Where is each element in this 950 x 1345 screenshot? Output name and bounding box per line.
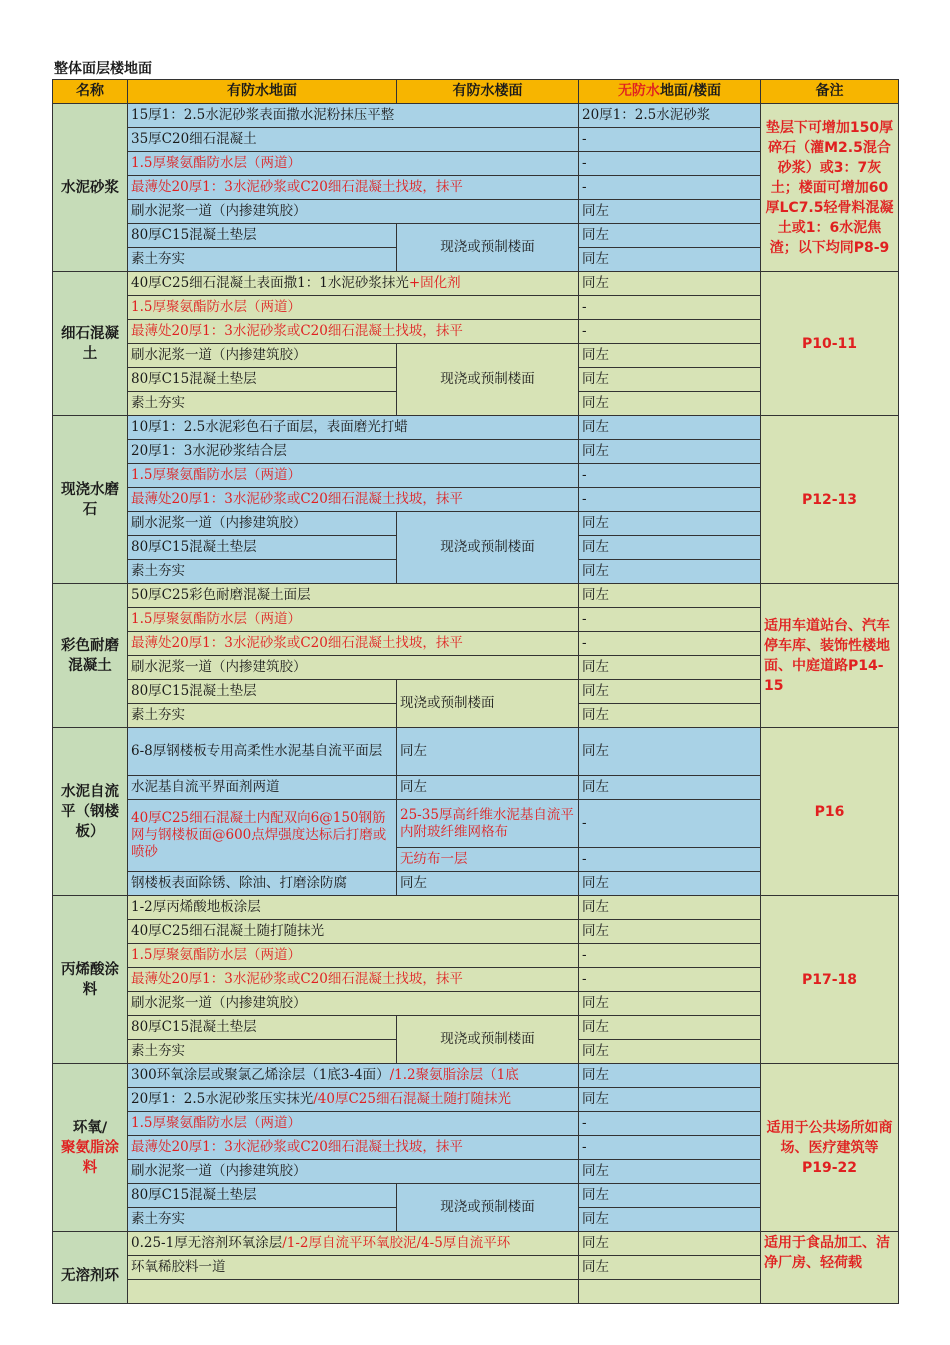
section-note: P10-11 xyxy=(761,272,899,416)
section-note: P12-13 xyxy=(761,416,899,584)
layer-cell: 40厚C25细石混凝土随打随抹光 xyxy=(128,920,579,944)
floor-cell: 现浇或预制楼面 xyxy=(397,224,579,272)
header-floor-waterproof: 有防水楼面 xyxy=(397,80,579,104)
no-waterproof-cell: 同左 xyxy=(579,584,761,608)
no-waterproof-cell: - xyxy=(579,320,761,344)
no-waterproof-cell: 同左 xyxy=(579,368,761,392)
section-name-solventless-epoxy: 无溶剂环 xyxy=(53,1232,128,1304)
no-waterproof-cell: - xyxy=(579,176,761,200)
layer-cell: 15厚1：2.5水泥砂浆表面撒水泥粉抹压平整 xyxy=(128,104,579,128)
layer-cell xyxy=(128,1280,579,1304)
table-row xyxy=(53,1232,899,1256)
floor-cell: 现浇或预制楼面 xyxy=(397,512,579,584)
section-name-color-wear-concrete: 彩色耐磨混凝土 xyxy=(53,584,128,728)
section-name-cement-mortar: 水泥砂浆 xyxy=(53,104,128,272)
section-note: P16 xyxy=(761,728,899,896)
layer-cell: 80厚C15混凝土垫层 xyxy=(128,680,397,704)
layer-cell: 50厚C25彩色耐磨混凝土面层 xyxy=(128,584,579,608)
no-waterproof-cell: 同左 xyxy=(579,1256,761,1280)
section-note: 适用车道站台、汽车停车库、装饰性楼地面、中庭道路P14-15 xyxy=(761,584,899,728)
no-waterproof-cell: 同左 xyxy=(579,560,761,584)
layer-cell: 素土夯实 xyxy=(128,704,397,728)
layer-cell: 0.25-1厚无溶剂环氧涂层/1-2厚自流平环氧胶泥/4-5厚自流平环 xyxy=(128,1232,579,1256)
table-row xyxy=(53,728,899,776)
no-waterproof-cell: - xyxy=(579,968,761,992)
no-waterproof-cell: - xyxy=(579,632,761,656)
no-waterproof-cell xyxy=(579,1280,761,1304)
section-name-fine-concrete: 细石混凝土 xyxy=(53,272,128,416)
no-waterproof-cell: 同左 xyxy=(579,272,761,296)
layer-cell: 刷水泥浆一道（内掺建筑胶） xyxy=(128,992,579,1016)
no-waterproof-cell: 同左 xyxy=(579,224,761,248)
layer-cell: 1.5厚聚氨酯防水层（两道） xyxy=(128,464,579,488)
layer-cell: 刷水泥浆一道（内掺建筑胶） xyxy=(128,656,579,680)
header-note: 备注 xyxy=(761,80,899,104)
layer-cell: 素土夯实 xyxy=(128,1040,397,1064)
layer-cell: 最薄处20厚1：3水泥砂浆或C20细石混凝土找坡，抹平 xyxy=(128,968,579,992)
layer-cell: 最薄处20厚1：3水泥砂浆或C20细石混凝土找坡，抹平 xyxy=(128,176,579,200)
table-row xyxy=(53,104,899,128)
no-waterproof-cell: 同左 xyxy=(579,656,761,680)
layer-cell: 80厚C15混凝土垫层 xyxy=(128,224,397,248)
no-waterproof-cell: - xyxy=(579,128,761,152)
no-waterproof-cell: 同左 xyxy=(579,920,761,944)
layer-cell: 刷水泥浆一道（内掺建筑胶） xyxy=(128,1160,579,1184)
layer-cell: 35厚C20细石混凝土 xyxy=(128,128,579,152)
no-waterproof-cell: - xyxy=(579,1112,761,1136)
no-waterproof-cell: 同左 xyxy=(579,1040,761,1064)
no-waterproof-cell: 同左 xyxy=(579,872,761,896)
no-waterproof-cell: 同左 xyxy=(579,896,761,920)
no-waterproof-cell: 同左 xyxy=(579,200,761,224)
no-waterproof-cell: 同左 xyxy=(579,704,761,728)
layer-cell: 1-2厚丙烯酸地板涂层 xyxy=(128,896,579,920)
no-waterproof-cell: 同左 xyxy=(579,440,761,464)
layer-cell: 素土夯实 xyxy=(128,560,397,584)
no-waterproof-cell: - xyxy=(579,152,761,176)
floor-cell: 同左 xyxy=(397,776,579,800)
no-waterproof-cell: 同左 xyxy=(579,392,761,416)
layer-cell: 80厚C15混凝土垫层 xyxy=(128,368,397,392)
layer-cell: 1.5厚聚氨酯防水层（两道） xyxy=(128,152,579,176)
floor-cell: 同左 xyxy=(397,728,579,776)
layer-cell: 最薄处20厚1：3水泥砂浆或C20细石混凝土找坡，抹平 xyxy=(128,320,579,344)
header-name: 名称 xyxy=(53,80,128,104)
floor-cell: 无纺布一层 xyxy=(397,848,579,872)
no-waterproof-cell: 同左 xyxy=(579,536,761,560)
layer-cell: 80厚C15混凝土垫层 xyxy=(128,1184,397,1208)
section-note: P17-18 xyxy=(761,896,899,1064)
no-waterproof-cell: 同左 xyxy=(579,1208,761,1232)
layer-cell: 刷水泥浆一道（内掺建筑胶） xyxy=(128,512,397,536)
layer-cell: 6-8厚钢楼板专用高柔性水泥基自流平面层 xyxy=(128,728,397,776)
section-name-epoxy-pu: 环氧/ 聚氨脂涂料 xyxy=(53,1064,128,1232)
layer-cell: 刷水泥浆一道（内掺建筑胶） xyxy=(128,344,397,368)
layer-cell: 1.5厚聚氨酯防水层（两道） xyxy=(128,1112,579,1136)
no-waterproof-cell: - xyxy=(579,488,761,512)
layer-cell: 80厚C15混凝土垫层 xyxy=(128,536,397,560)
no-waterproof-cell: 20厚1：2.5水泥砂浆 xyxy=(579,104,761,128)
header-no-waterproof: 无防水地面/楼面 xyxy=(579,80,761,104)
no-waterproof-cell: - xyxy=(579,296,761,320)
no-waterproof-cell: 同左 xyxy=(579,1232,761,1256)
table-row xyxy=(53,272,899,296)
table-row xyxy=(53,1064,899,1088)
no-waterproof-cell: 同左 xyxy=(579,728,761,776)
floor-cell: 25-35厚高纤维水泥基自流平内附玻纤维网格布 xyxy=(397,800,579,848)
layer-cell: 1.5厚聚氨酯防水层（两道） xyxy=(128,608,579,632)
page-title: 整体面层楼地面 xyxy=(54,61,152,77)
floor-cell: 现浇或预制楼面 xyxy=(397,1184,579,1232)
layer-cell: 刷水泥浆一道（内掺建筑胶） xyxy=(128,200,579,224)
layer-cell: 300环氧涂层或聚氯乙烯涂层（1底3-4面）/1.2聚氨脂涂层（1底 xyxy=(128,1064,579,1088)
layer-cell: 最薄处20厚1：3水泥砂浆或C20细石混凝土找坡，抹平 xyxy=(128,1136,579,1160)
layer-cell: 40厚C25细石混凝土内配双向6@150钢筋网与钢楼板面@600点焊强度达标后打磨或喷砂 xyxy=(128,800,397,872)
floor-spec-table xyxy=(52,79,898,1284)
header-ground-waterproof: 有防水地面 xyxy=(128,80,397,104)
no-waterproof-cell: - xyxy=(579,944,761,968)
no-waterproof-cell: 同左 xyxy=(579,680,761,704)
section-name-acrylic: 丙烯酸涂料 xyxy=(53,896,128,1064)
layer-cell: 40厚C25细石混凝土表面撒1：1水泥砂浆抹光+固化剂 xyxy=(128,272,579,296)
no-waterproof-cell: - xyxy=(579,848,761,872)
layer-cell: 最薄处20厚1：3水泥砂浆或C20细石混凝土找坡，抹平 xyxy=(128,488,579,512)
layer-cell: 素土夯实 xyxy=(128,1208,397,1232)
no-waterproof-cell: 同左 xyxy=(579,416,761,440)
layer-cell: 素土夯实 xyxy=(128,392,397,416)
no-waterproof-cell: - xyxy=(579,1136,761,1160)
floor-cell: 同左 xyxy=(397,872,579,896)
no-waterproof-cell: - xyxy=(579,464,761,488)
layer-cell: 最薄处20厚1：3水泥砂浆或C20细石混凝土找坡，抹平 xyxy=(128,632,579,656)
no-waterproof-cell: 同左 xyxy=(579,1184,761,1208)
layer-cell: 素土夯实 xyxy=(128,248,397,272)
no-waterproof-cell: 同左 xyxy=(579,1016,761,1040)
no-waterproof-cell: 同左 xyxy=(579,992,761,1016)
no-waterproof-cell: 同左 xyxy=(579,1088,761,1112)
floor-cell: 现浇或预制楼面 xyxy=(397,680,579,728)
table-row xyxy=(53,416,899,440)
no-waterproof-cell: 同左 xyxy=(579,248,761,272)
no-waterproof-cell: - xyxy=(579,800,761,848)
section-note: 垫层下可增加150厚碎石（灌M2.5混合砂浆）或3：7灰土；楼面可增加60厚LC7.5轻骨料混凝土或1：6水泥焦渣；以下均同P8-9 xyxy=(761,104,899,272)
table-row xyxy=(53,896,899,920)
layer-cell: 10厚1：2.5水泥彩色石子面层，表面磨光打蜡 xyxy=(128,416,579,440)
layer-cell: 环氧稀胶料一道 xyxy=(128,1256,579,1280)
layer-cell: 80厚C15混凝土垫层 xyxy=(128,1016,397,1040)
layer-cell: 20厚1：3水泥砂浆结合层 xyxy=(128,440,579,464)
floor-cell: 现浇或预制楼面 xyxy=(397,1016,579,1064)
floor-cell: 现浇或预制楼面 xyxy=(397,344,579,416)
no-waterproof-cell: 同左 xyxy=(579,1160,761,1184)
no-waterproof-cell: - xyxy=(579,608,761,632)
layer-cell: 20厚1：2.5水泥砂浆压实抹光/40厚C25细石混凝土随打随抹光 xyxy=(128,1088,579,1112)
layer-cell: 钢楼板表面除锈、除油、打磨涂防腐 xyxy=(128,872,397,896)
layer-cell: 1.5厚聚氨酯防水层（两道） xyxy=(128,944,579,968)
no-waterproof-cell: 同左 xyxy=(579,1064,761,1088)
section-name-terrazzo: 现浇水磨石 xyxy=(53,416,128,584)
section-note: 适用于食品加工、洁净厂房、轻荷载 xyxy=(761,1232,899,1304)
no-waterproof-cell: 同左 xyxy=(579,776,761,800)
table-header-row xyxy=(53,80,899,104)
table-row xyxy=(53,584,899,608)
section-note: 适用于公共场所如商场、医疗建筑等P19-22 xyxy=(761,1064,899,1232)
no-waterproof-cell: 同左 xyxy=(579,344,761,368)
layer-cell: 1.5厚聚氨酯防水层（两道） xyxy=(128,296,579,320)
layer-cell: 水泥基自流平界面剂两道 xyxy=(128,776,397,800)
section-name-self-leveling: 水泥自流平（钢楼板） xyxy=(53,728,128,896)
no-waterproof-cell: 同左 xyxy=(579,512,761,536)
